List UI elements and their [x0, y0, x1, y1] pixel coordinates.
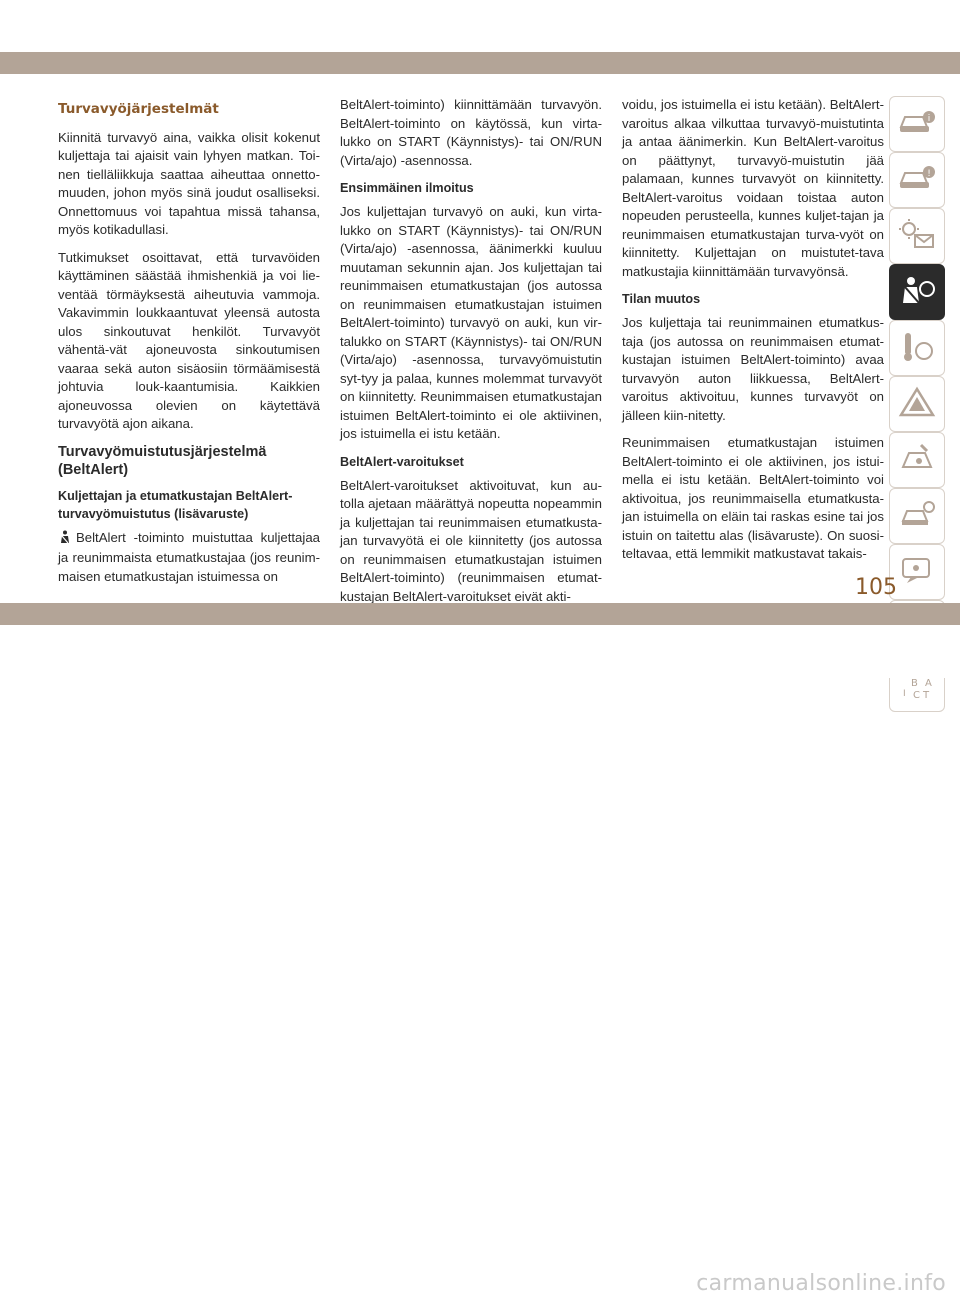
paragraph: Kiinnitä turvavyö aina, vaikka olisit kokenut kuljettaja tai ajaisit vain lyhyen matkan. Toi-nen tielläliikkuja saattaa aiheuttaa onnetto-muuden, johon myös sinä joudut osalliseksi. Onnettomuus voi tapahtua missä tahansa, myös kotikadullasi.	[58, 129, 320, 237]
paragraph: BeltAlert-toiminto) kiinnittämään turvavyön. BeltAlert-toiminto on käytössä, kun virta-lukko on START (Käynnistys)- tai ON/RUN (Virta/ajo) -asennossa.	[340, 97, 602, 168]
starting-driving-icon	[897, 329, 937, 368]
paragraph: voidu, jos istuimella ei istu ketään). BeltAlert-varoitus alkaa vilkuttaa turvavyö-muistutinta ja antaa äänimerkin. Kun BeltAlert-varoitus on päättynyt, turvavyö-muistutin jää palamaan, kunnes turvavyöt on kiinnitetty. BeltAlert-varoitus voidaan toistaa auton nopeuden perusteella, kunnes kuljet-tajan ja reunimmaisen etumatkustajan turva-vyöt on kiinnitetty. Kuljettajan on muistutet-tava matkustajia kiinnittämään turvavyönsä.	[622, 97, 884, 279]
tab-starting-driving[interactable]	[889, 320, 945, 376]
paragraph: Tutkimukset osoittavat, että turvavöiden käyttäminen säästää ihmishenkiä ja voi lie-ventää törmäyksestä aiheutuvia vammoja. Vakavimmin loukkaantuvat yleensä autosta ulos sinkoutuvat henkilöt. Turvavyöt vähentä-vät ajoneuvosta sinkoutumisen vaaraa sekä auton sisäosiin törmäämisestä johtuvia louk-kaantumisia. Kaikkien ajoneuvossa olevien on käytettävä turvavyötä ajon aikana.	[58, 249, 320, 431]
tab-warning-lights[interactable]	[889, 208, 945, 264]
tab-safety[interactable]	[889, 264, 945, 320]
car-info-icon	[897, 107, 937, 142]
svg-text:I: I	[903, 688, 906, 699]
specifications-icon	[897, 497, 937, 536]
paragraph: Jos kuljettaja tai reunimmainen etumatkus-taja (jos autossa on reunimmaisen etumat-kustajan istuimen BeltAlert-toiminto) avaa turvavyön auton liikkuessa, BeltAlert-varoitus aktivoituu, kunnes turvavyöt on jälleen kiin-nitetty.	[622, 315, 884, 423]
seatbelt-airbag-icon	[897, 273, 937, 312]
top-margin	[0, 0, 960, 52]
svg-text:C: C	[913, 689, 920, 701]
footer	[0, 625, 960, 1296]
paragraph-with-icon	[58, 529, 320, 587]
tab-car-alert[interactable]	[889, 152, 945, 208]
tab-specifications[interactable]	[889, 488, 945, 544]
tab-car-info[interactable]	[889, 96, 945, 152]
car-alert-icon	[897, 163, 937, 198]
svg-text:i: i	[927, 113, 931, 124]
subsection-heading: Turvavyömuistutusjärjestelmä (BeltAlert)	[58, 443, 267, 478]
warning-lights-icon	[897, 217, 937, 256]
paragraph: BeltAlert-varoitukset aktivoituvat, kun au-tolla ajetaan määrättyä nopeutta nopeammin ja kuljettajan tai reunimmaisen etumatkusta-jan turvavyötä ei ole kiinnitetty (jos autossa on reunimmaisen etumatkustajan istuimen BeltAlert-toiminto) (reunimmaisen etumat-kustajan BeltAlert-varoitukset eivät akti-	[340, 477, 602, 604]
subheading-beltalert-warnings: BeltAlert-varoitukset	[340, 454, 464, 469]
bottom-decorative-band	[0, 603, 960, 625]
text-column-1	[58, 96, 320, 595]
paragraph: Reunimmaisen etumatkustajan istuimen BeltAlert-toiminto ei ole aktiivinen, jos istui-mella ei istu ketään. BeltAlert-toiminto voi aktivoitua, jos reunimmaisella etumatkusta-jan istuimella on eläin tai raskas esine tai jos istuin on taitettu alas (lisävaruste). On suosi-teltavaa, että lemmikit matkustavat takais-	[622, 435, 884, 561]
subheading: Kuljettajan ja etumatkustajan BeltAlert-turvavyömuistutus (lisävaruste)	[58, 488, 293, 521]
seatbelt-reminder-icon	[58, 530, 72, 550]
text-column-3	[622, 96, 884, 573]
tab-emergency[interactable]	[889, 376, 945, 432]
top-decorative-band	[0, 52, 960, 74]
paragraph: Jos kuljettajan turvavyö on auki, kun virta-lukko on START (Käynnistys)- tai ON/RUN (Virta/ajo) -asennossa, äänimerkki kuuluu muutaman sekunnin ajan. Jos kuljettajan tai reunimmaisen etumatkustajan (jos autossa on reunimmaisen etumatkustajan istuimen BeltAlert-toiminto) turvavyö on auki, kun vir-talukko on START (Käynnistys)- tai ON/RUN (Virta/ajo) -asennossa, turvavyömuistutin syt-tyy ja palaa, kunnes molemmat turvavyöt on kiinnitetty. Reunimmaisen etumatkustajan istuimen BeltAlert-toiminto ei ole aktiivinen, jos istuimella ei istu ketään.	[340, 204, 602, 441]
section-title: Turvavyöjärjestelmät	[58, 101, 219, 117]
maintenance-icon	[897, 441, 937, 480]
tab-maintenance[interactable]	[889, 432, 945, 488]
paragraph-text: BeltAlert -toiminto muistuttaa kuljettajaa ja reunimmaista etumatkustajaa (jos reunim-maisen etumatkustajan istuimessa on	[58, 529, 320, 584]
multimedia-icon	[897, 553, 937, 592]
tab-multimedia[interactable]	[889, 544, 945, 600]
subheading-state-change: Tilan muutos	[622, 292, 701, 306]
page-number: 105	[855, 575, 897, 600]
text-column-2	[340, 96, 602, 615]
svg-text:A: A	[925, 677, 932, 689]
emergency-triangle-icon	[897, 385, 937, 424]
svg-text:!: !	[927, 168, 931, 179]
svg-text:B: B	[911, 677, 918, 689]
svg-text:T: T	[923, 689, 930, 701]
subheading-first-warning: Ensimmäinen ilmoitus	[340, 181, 474, 195]
watermark: carmanualsonline.info	[696, 1271, 946, 1296]
